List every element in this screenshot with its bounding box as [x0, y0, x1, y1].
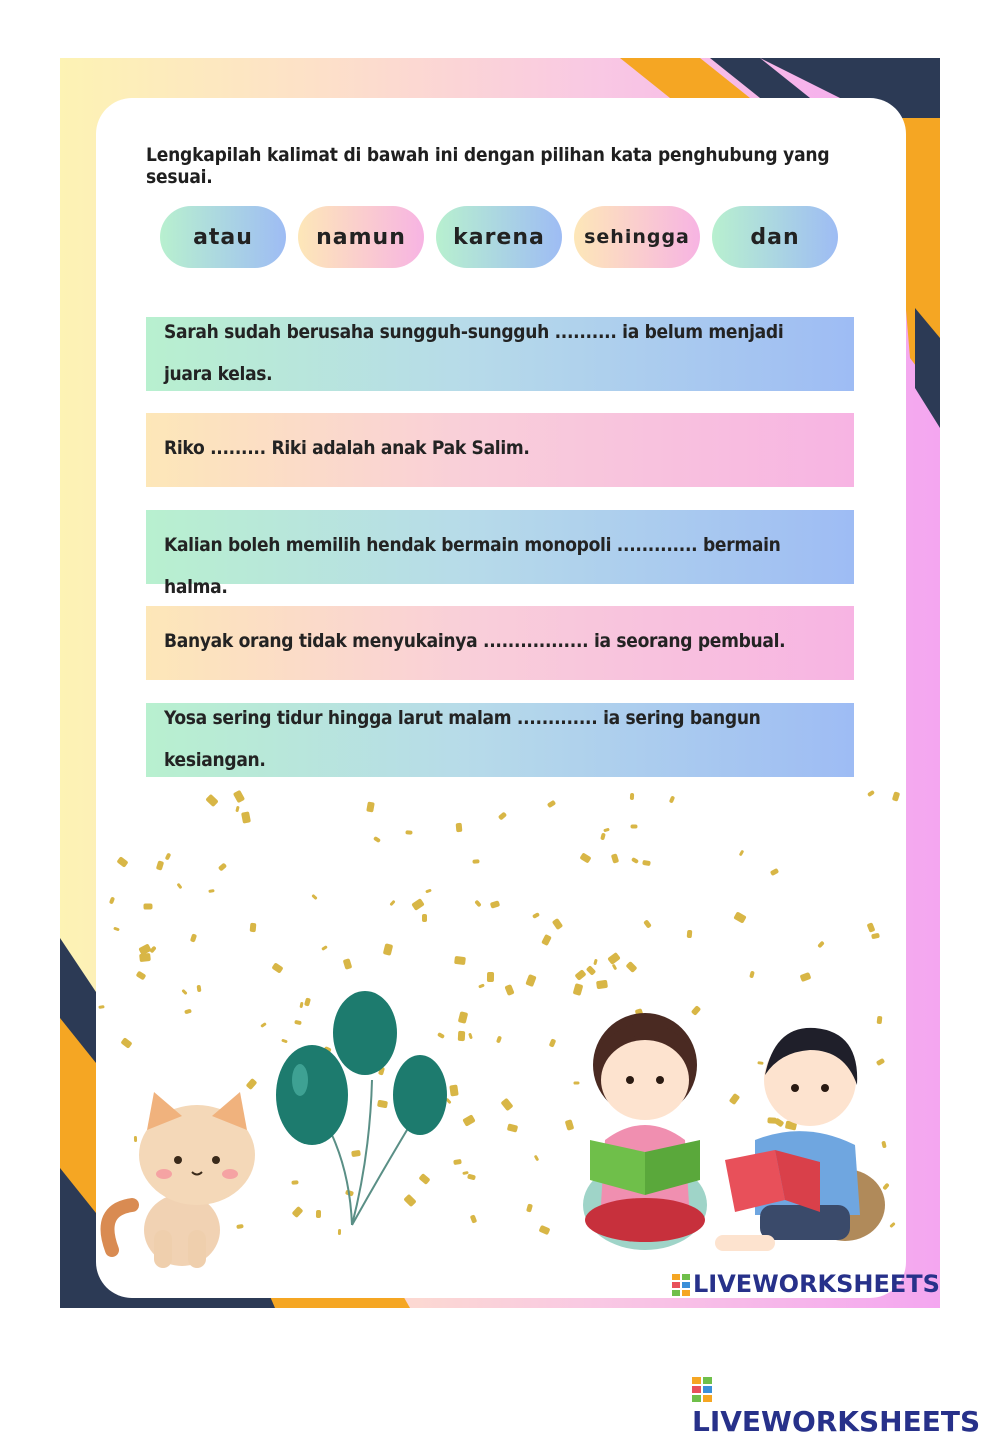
confetti-piece: [507, 1123, 518, 1132]
confetti-piece: [184, 1009, 192, 1015]
confetti-piece: [470, 1214, 478, 1223]
confetti-piece: [474, 900, 482, 908]
brand-logo-footer: [692, 1372, 1000, 1438]
confetti-piece: [631, 857, 639, 864]
instruction-text: Lengkapilah kalimat di bawah ini dengan pilihan kata penghubung yang sesuai.: [146, 144, 830, 188]
confetti-piece: [405, 830, 412, 834]
confetti-piece: [165, 852, 172, 860]
confetti-piece: [586, 965, 597, 976]
liveworksheets-logo-icon: [672, 1274, 690, 1296]
confetti-piece: [600, 833, 606, 841]
confetti-piece: [892, 791, 900, 801]
sentence-row-3: [146, 510, 854, 598]
confetti-piece: [343, 958, 353, 970]
confetti-piece: [190, 933, 197, 942]
confetti-piece: [487, 972, 494, 982]
confetti-piece: [176, 883, 182, 890]
confetti-piece: [233, 790, 245, 803]
word-option-atau[interactable]: atau: [160, 206, 286, 268]
cat-illustration: [92, 1080, 272, 1270]
confetti-piece: [669, 795, 675, 803]
confetti-piece: [749, 971, 755, 979]
confetti-piece: [593, 959, 597, 966]
confetti-piece: [136, 971, 147, 981]
confetti-piece: [208, 889, 214, 893]
confetti-piece: [311, 894, 317, 900]
confetti-piece: [109, 897, 115, 905]
confetti-piece: [411, 898, 425, 911]
confetti-piece: [770, 868, 779, 876]
sentence-1-line-1: Sarah sudah berusaha sungguh-sungguh .......... ia belum menjadi: [164, 321, 784, 343]
confetti-piece: [526, 1203, 533, 1212]
confetti-piece: [454, 956, 466, 965]
confetti-piece: [498, 812, 507, 821]
confetti-piece: [490, 900, 500, 908]
confetti-piece: [500, 1098, 513, 1112]
confetti-piece: [733, 911, 746, 923]
confetti-piece: [739, 850, 745, 857]
confetti-piece: [143, 903, 152, 909]
brand-logo-inner: [672, 1270, 940, 1298]
confetti-piece: [525, 974, 536, 987]
sentence-4-line-1: Banyak orang tidak menyukainya ................. ia seorang pembual.: [164, 630, 786, 652]
confetti-piece: [205, 794, 218, 807]
confetti-piece: [456, 823, 463, 832]
sentence-2-line-1: Riko ......... Riki adalah anak Pak Salim.: [164, 437, 530, 459]
confetti-piece: [603, 828, 610, 833]
word-option-namun[interactable]: namun: [298, 206, 424, 268]
confetti-piece: [611, 853, 619, 863]
confetti-piece: [116, 856, 128, 868]
confetti-piece: [120, 1037, 132, 1049]
confetti-piece: [98, 1005, 104, 1009]
sentence-5-line-1: Yosa sering tidur hingga larut malam ............. ia sering bangun: [164, 707, 761, 729]
sentence-3-line-1: Kalian boleh memilih hendak bermain monopoli ............. bermain halma.: [164, 534, 781, 598]
sentence-1-line-2: juara kelas.: [164, 363, 273, 385]
confetti-piece: [549, 1038, 557, 1047]
confetti-piece: [687, 930, 693, 938]
confetti-piece: [113, 927, 120, 932]
confetti-piece: [389, 900, 395, 906]
confetti-piece: [468, 1033, 473, 1040]
confetti-piece: [612, 964, 618, 971]
sentence-5-line-2: kesiangan.: [164, 749, 266, 771]
brand-text-inner: LIVEWORKSHEETS: [693, 1270, 940, 1298]
confetti-piece: [539, 1225, 551, 1235]
sentence-row-5: [146, 703, 854, 777]
confetti-piece: [467, 1174, 476, 1181]
confetti-piece: [496, 1036, 502, 1044]
confetti-piece: [218, 862, 227, 871]
confetti-piece: [235, 806, 239, 813]
confetti-piece: [532, 912, 540, 919]
confetti-piece: [574, 969, 586, 981]
confetti-piece: [260, 1022, 267, 1028]
confetti-piece: [462, 1114, 476, 1126]
sentence-row-4: [146, 606, 854, 680]
confetti-piece: [867, 922, 876, 933]
confetti-piece: [250, 923, 257, 932]
confetti-piece: [321, 945, 328, 951]
confetti-piece: [541, 934, 552, 946]
word-option-dan[interactable]: dan: [712, 206, 838, 268]
confetti-piece: [565, 1119, 575, 1131]
confetti-piece: [425, 889, 432, 894]
confetti-piece: [817, 941, 825, 949]
brand-text-footer: LIVEWORKSHEETS: [692, 1405, 981, 1438]
confetti-piece: [642, 860, 651, 866]
confetti-piece: [596, 980, 608, 989]
confetti-piece: [625, 961, 637, 973]
confetti-piece: [871, 933, 880, 940]
balloons-illustration: [270, 985, 460, 1235]
confetti-piece: [552, 918, 563, 930]
confetti-piece: [800, 972, 812, 982]
confetti-piece: [547, 800, 556, 808]
confetti-piece: [504, 984, 514, 996]
confetti-piece: [373, 836, 381, 843]
confetti-piece: [197, 985, 202, 992]
word-option-sehingga[interactable]: sehingga: [574, 206, 700, 268]
confetti-piece: [478, 983, 485, 988]
confetti-piece: [422, 914, 427, 922]
confetti-piece: [643, 919, 652, 928]
confetti-piece: [156, 860, 164, 870]
confetti-piece: [867, 790, 875, 797]
sentence-row-1: [146, 317, 854, 391]
confetti-piece: [472, 859, 479, 863]
confetti-piece: [579, 852, 591, 863]
confetti-piece: [630, 793, 634, 800]
confetti-piece: [534, 1155, 540, 1162]
confetti-piece: [181, 989, 187, 995]
confetti-piece: [630, 824, 637, 828]
confetti-piece: [383, 943, 393, 956]
sentence-row-2: [146, 413, 854, 487]
confetti-piece: [366, 801, 375, 812]
confetti-piece: [241, 811, 251, 823]
children-reading-illustration: [575, 990, 895, 1275]
liveworksheets-footer-logo-icon: [692, 1377, 712, 1403]
confetti-piece: [271, 962, 283, 973]
word-option-karena[interactable]: karena: [436, 206, 562, 268]
